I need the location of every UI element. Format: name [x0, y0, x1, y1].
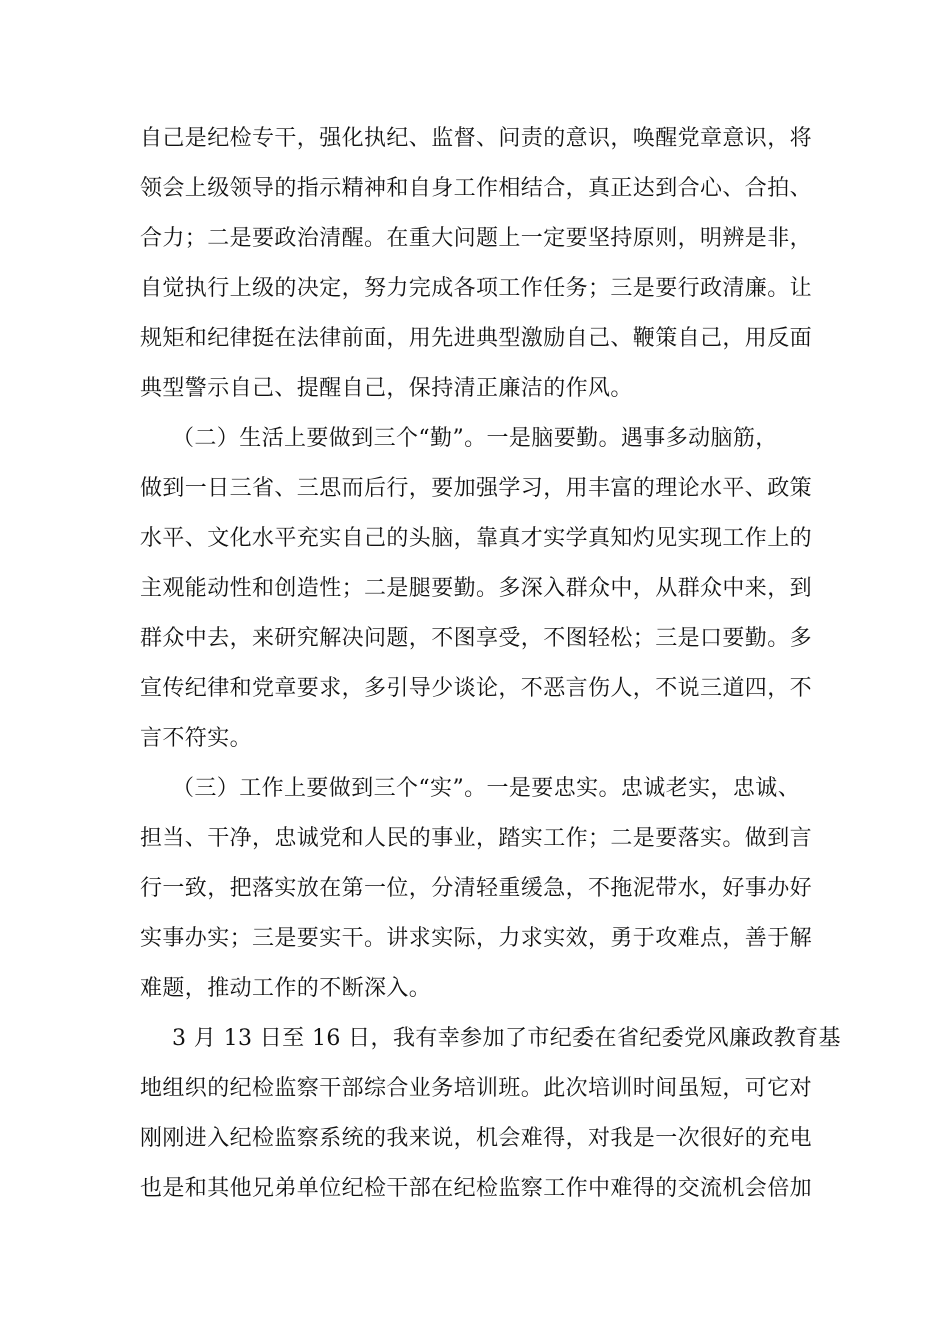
- text-line: 担当、干净，忠诚党和人民的事业，踏实工作；二是要落实。做到言: [140, 826, 813, 851]
- text-line: 做到一日三省、三思而后行，要加强学习，用丰富的理论水平、政策: [140, 476, 813, 501]
- text-line: 典型警示自己、提醒自己，保持清正廉洁的作风。: [140, 376, 633, 401]
- text-line: 领会上级领导的指示精神和自身工作相结合，真正达到合心、合拍、: [140, 176, 813, 201]
- text-line: 水平、文化水平充实自己的头脑，靠真才实学真知灼见实现工作上的: [140, 526, 813, 551]
- text-line: 也是和其他兄弟单位纪检干部在纪检监察工作中难得的交流机会倍加: [140, 1176, 813, 1201]
- text-line: 地组织的纪检监察干部综合业务培训班。此次培训时间虽短，可它对: [140, 1076, 813, 1101]
- text-line: 合力；二是要政治清醒。在重大问题上一定要坚持原则，明辨是非，: [140, 226, 813, 251]
- text-line: 宣传纪律和党章要求，多引导少谈论，不恶言伤人，不说三道四，不: [140, 676, 813, 701]
- section-heading-line: （二）生活上要做到三个“勤”。一是脑要勤。遇事多动脑筋，: [172, 426, 778, 451]
- text-line: 难题，推动工作的不断深入。: [140, 976, 432, 1001]
- text-line: 言不符实。: [140, 726, 253, 751]
- text-line: 规矩和纪律挺在法律前面，用先进典型激励自己、鞭策自己，用反面: [140, 326, 813, 351]
- paragraph-start-line: 3 月 13 日至 16 日，我有幸参加了市纪委在省纪委党风廉政教育基: [172, 1026, 841, 1051]
- text-line: 主观能动性和创造性；二是腿要勤。多深入群众中，从群众中来，到: [140, 576, 813, 601]
- text-line: 群众中去，来研究解决问题，不图享受，不图轻松；三是口要勤。多: [140, 626, 813, 651]
- text-line: 行一致，把落实放在第一位，分清轻重缓急，不拖泥带水，好事办好: [140, 876, 813, 901]
- section-heading-line: （三）工作上要做到三个“实”。一是要忠实。忠诚老实，忠诚、: [172, 776, 801, 801]
- text-line: 自己是纪检专干，强化执纪、监督、问责的意识，唤醒党章意识，将: [140, 126, 813, 151]
- text-line: 自觉执行上级的决定，努力完成各项工作任务；三是要行政清廉。让: [140, 276, 813, 301]
- text-line: 实事办实；三是要实干。讲求实际，力求实效，勇于攻难点，善于解: [140, 926, 813, 951]
- text-line: 刚刚进入纪检监察系统的我来说，机会难得，对我是一次很好的充电: [140, 1126, 813, 1151]
